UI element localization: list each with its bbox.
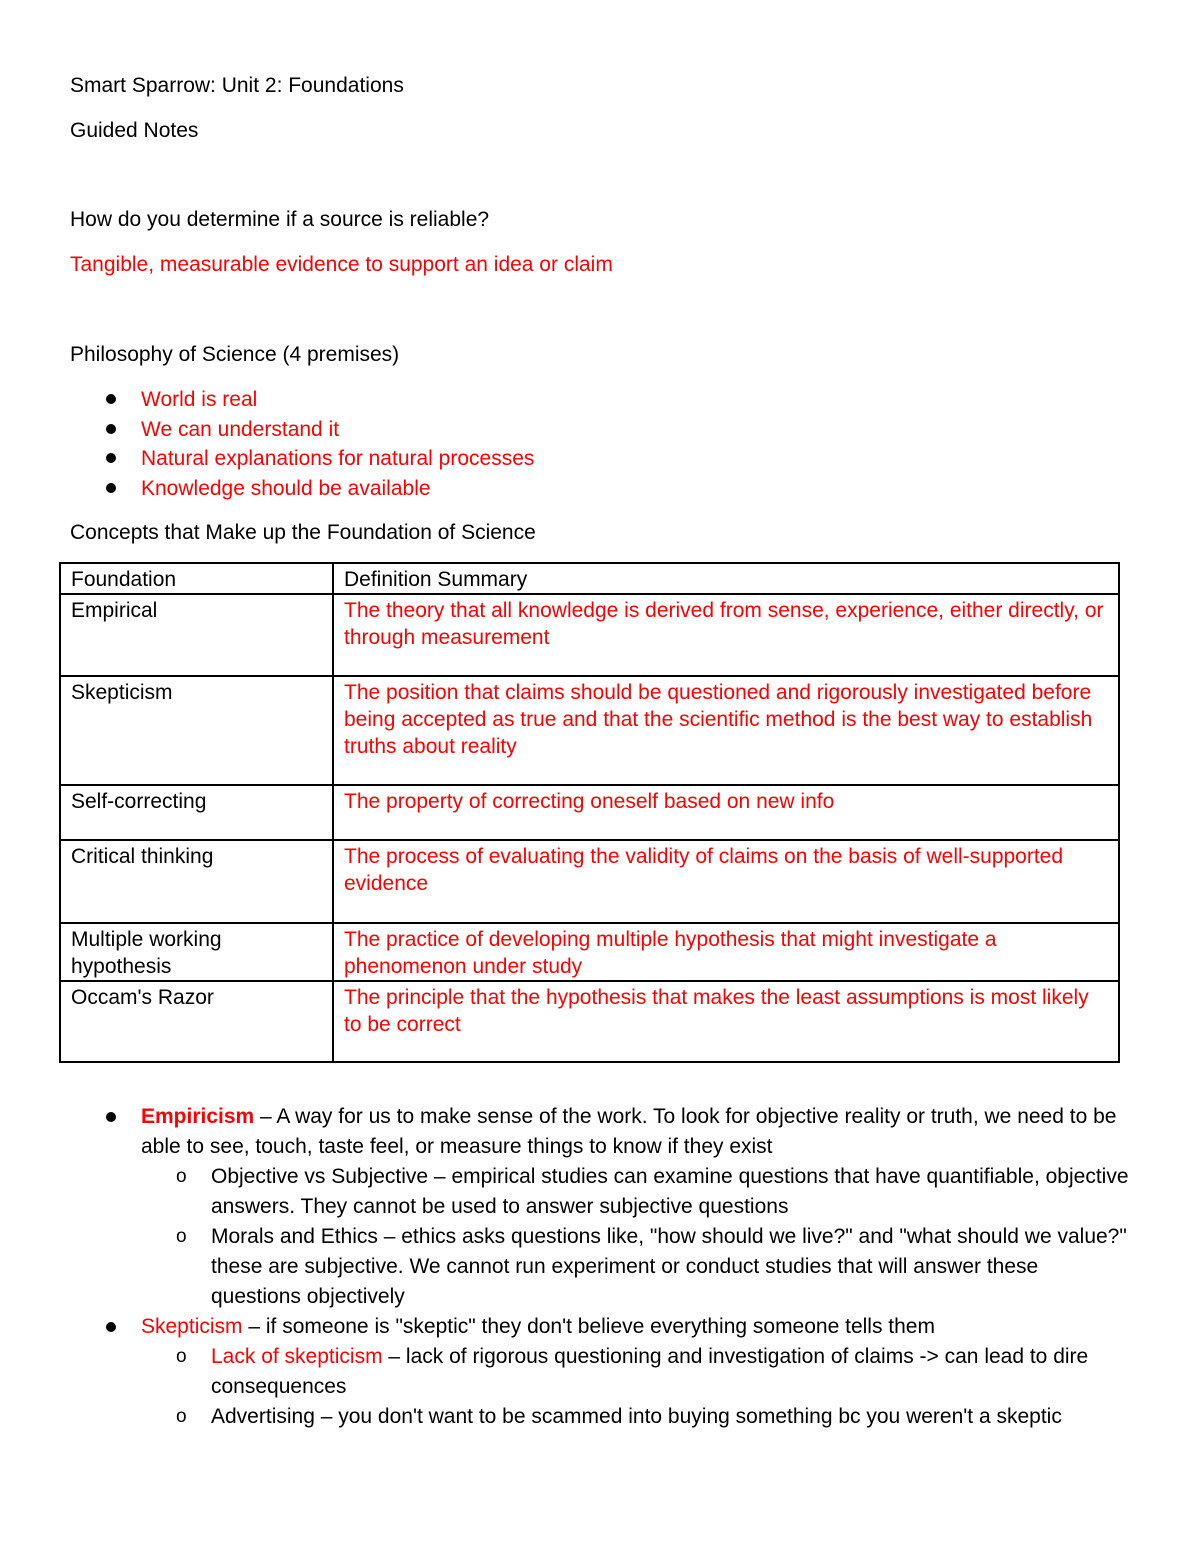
foundation-definition: The property of correcting oneself based on new info [333,785,1119,840]
reliability-question: How do you determine if a source is reliable? [70,208,490,231]
column-header-definition: Definition Summary [333,563,1119,594]
lack-of-skepticism-term: Lack of skepticism [211,1345,383,1368]
table-row [60,785,1119,840]
reliability-answer: Tangible, measurable evidence to support an idea or claim [70,253,613,276]
column-header-foundation: Foundation [60,563,333,594]
sub-bullet-icon: o [176,1166,187,1187]
bullet-icon [106,394,116,404]
list-item: We can understand it [0,415,534,445]
foundations-table [59,562,1120,1063]
sub-bullet-icon: o [176,1226,187,1247]
foundation-term: Occam's Razor [60,981,333,1062]
table-row [60,594,1119,676]
concepts-heading: Concepts that Make up the Foundation of Science [70,521,536,544]
table-row [60,981,1119,1062]
table-header-row [60,563,1119,594]
foundation-definition: The theory that all knowledge is derived from sense, experience, either directly, or through measurement [333,594,1119,676]
bullet-icon [106,1322,116,1332]
empiricism-text: – A way for us to make sense of the work. To look for objective reality or truth, we need to be able to see, touch, taste feel, or measure things to know if they exist [141,1105,1117,1158]
document-title: Smart Sparrow: Unit 2: Foundations [70,74,404,97]
foundation-definition: The principle that the hypothesis that makes the least assumptions is most likely to be correct [333,981,1119,1062]
premises-list [0,385,534,504]
foundation-term: Multiple working hypothesis [60,923,333,981]
list-item-skepticism [141,1312,1131,1342]
foundation-term: Skepticism [60,676,333,785]
sub-bullet-icon: o [176,1346,187,1367]
bullet-icon [106,453,116,463]
table-row [60,840,1119,923]
foundation-definition: The process of evaluating the validity of claims on the basis of well-supported evidence [333,840,1119,923]
foundation-term: Critical thinking [60,840,333,923]
bullet-icon [106,1112,116,1122]
foundation-term: Self-correcting [60,785,333,840]
foundation-definition: The practice of developing multiple hypothesis that might investigate a phenomenon under study [333,923,1119,981]
sub-list-item: o Objective vs Subjective – empirical studies can examine questions that have quantifiable, objective answers. They cannot be used to answer subjective questions [211,1162,1131,1222]
skepticism-term: Skepticism [141,1315,243,1338]
skepticism-text: – if someone is "skeptic" they don't believe everything someone tells them [242,1315,935,1338]
foundation-definition: The position that claims should be questioned and rigorously investigated before being accepted as true and that the scientific method is the best way to establish truths about reality [333,676,1119,785]
empiricism-term: Empiricism [141,1105,255,1128]
bullet-icon [106,483,116,493]
bullet-icon [106,424,116,434]
document-subtitle: Guided Notes [70,119,199,142]
list-item: Natural explanations for natural processes [0,444,534,474]
sub-bullet-icon: o [176,1406,187,1427]
notes-section [0,1102,1200,1432]
philosophy-heading: Philosophy of Science (4 premises) [70,343,400,366]
list-item: World is real [0,385,534,415]
list-item: Knowledge should be available [0,474,534,504]
list-item-empiricism [141,1102,1131,1162]
table-row [60,923,1119,981]
sub-list-item: o Advertising – you don't want to be scammed into buying something bc you weren't a skeptic [211,1402,1131,1432]
sub-list-item: o Morals and Ethics – ethics asks questions like, "how should we live?" and "what should we value?" these are subjective. We cannot run experiment or conduct studies that will answer these questions objectively [211,1222,1131,1312]
table-row [60,676,1119,785]
sub-list-item: o Lack of skepticism – lack of rigorous questioning and investigation of claims -> can lead to dire consequences [211,1342,1131,1402]
foundation-term: Empirical [60,594,333,676]
